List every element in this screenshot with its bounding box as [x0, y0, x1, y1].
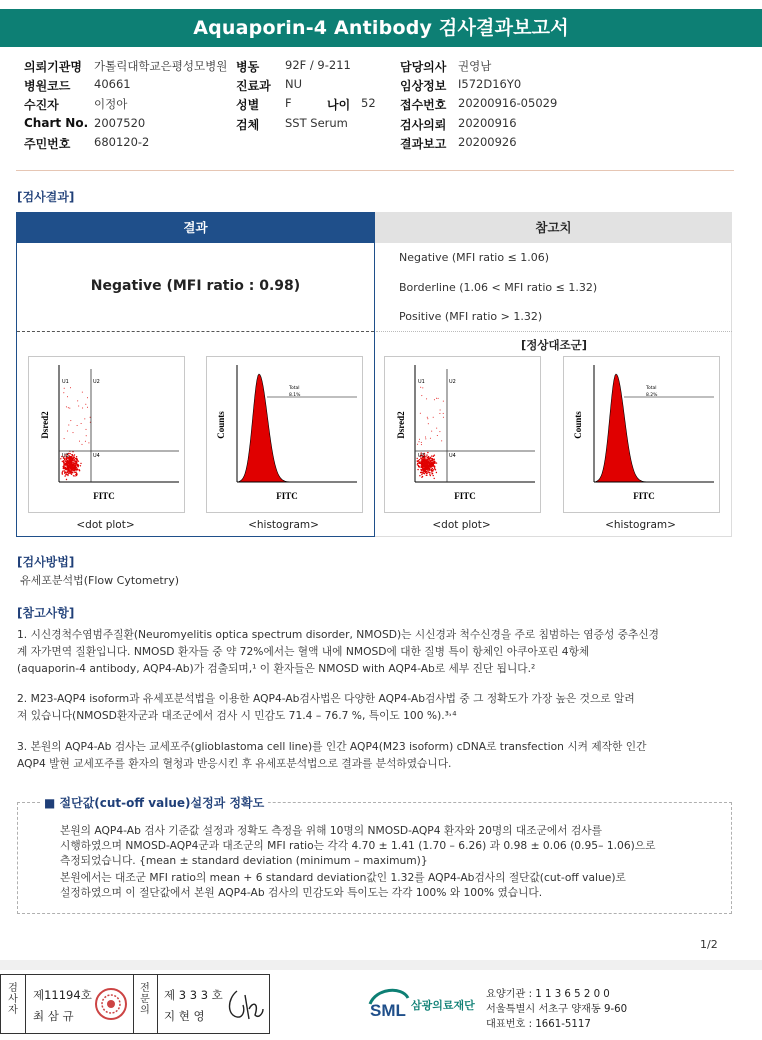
info-value-resident-no: 680120-2: [94, 135, 150, 149]
scatter-point: [419, 475, 420, 476]
scatter-point: [428, 461, 429, 462]
info-label-report-date: 결과보고: [400, 137, 447, 151]
scatter-point: [82, 392, 83, 393]
scatter-point: [424, 462, 425, 463]
control-dot-plot-svg: [385, 357, 540, 512]
scatter-point: [421, 474, 422, 475]
patient-dot-plot-svg: [29, 357, 184, 512]
scatter-point: [430, 457, 431, 458]
scatter-point: [433, 417, 434, 418]
scatter-point: [419, 459, 420, 460]
scatter-point: [429, 474, 430, 475]
scatter-point: [86, 429, 87, 430]
scatter-point: [70, 468, 71, 469]
scatter-point: [82, 408, 83, 409]
control-dot-plot: [384, 356, 541, 513]
quad-u1: U1: [62, 379, 69, 385]
org-name: 삼광의료재단: [411, 999, 475, 1012]
hist-total-label: Total: [646, 386, 657, 391]
scatter-point: [427, 452, 428, 453]
scatter-point: [84, 418, 85, 419]
scatter-point: [421, 472, 422, 473]
result-header: 결과: [16, 212, 375, 243]
patient-dot-plot: [28, 356, 185, 513]
scatter-point: [428, 423, 429, 424]
scatter-point: [424, 460, 425, 461]
scatter-point: [430, 460, 431, 461]
org-line-2: 서울특별시 서초구 양재동 9-60: [486, 1004, 628, 1015]
scatter-point: [426, 458, 427, 459]
quad-u2: U2: [449, 379, 456, 385]
scatter-point: [439, 413, 440, 414]
scatter-point: [436, 472, 437, 473]
info-label-sex: 성별: [236, 98, 260, 112]
scatter-point: [78, 461, 79, 462]
scatter-point: [434, 399, 435, 400]
scatter-point: [427, 472, 428, 473]
specialist-label: 전문의: [140, 983, 150, 1016]
note-line-1: 1. 시신경척수염범주질환(Neuromyelitis optica spectrum disorder, NMOSD)는 시신경과 척수신경을 주로 침범하는 염증성 중추신경: [17, 628, 659, 641]
scatter-point: [427, 457, 428, 458]
info-value-specimen: SST Serum: [285, 116, 348, 130]
scatter-point: [417, 444, 418, 445]
scatter-point: [85, 441, 86, 442]
scatter-point: [77, 400, 78, 401]
info-label-clinical-info: 임상정보: [400, 79, 447, 93]
scatter-point: [424, 465, 425, 466]
scatter-point: [430, 438, 431, 439]
scatter-point: [67, 461, 68, 462]
scatter-point: [443, 401, 444, 402]
scatter-point: [63, 462, 64, 463]
info-label-hospital-code: 병원코드: [24, 79, 71, 93]
info-value-department: NU: [285, 77, 303, 91]
reference-header: 참고치: [375, 212, 732, 243]
scatter-point: [422, 387, 423, 388]
scatter-point: [72, 458, 73, 459]
scatter-point: [419, 439, 420, 440]
scatter-point: [67, 431, 68, 432]
scatter-point: [69, 462, 70, 463]
signature-icon: [223, 985, 265, 1025]
hist-ylabel: Counts: [216, 411, 226, 439]
scatter-point: [68, 463, 69, 464]
scatter-point: [434, 467, 435, 468]
scatter-point: [69, 472, 70, 473]
patient-hist-caption: <histogram>: [248, 519, 319, 531]
scatter-point: [420, 387, 421, 388]
hist-pct-control: 8.2%: [646, 393, 658, 398]
reference-borderline: Borderline (1.06 < MFI ratio ≤ 1.32): [399, 281, 598, 294]
scatter-point: [63, 392, 64, 393]
scatter-point: [67, 472, 68, 473]
quad-u4: U4: [93, 453, 100, 459]
info-label-receipt-no: 접수번호: [400, 98, 447, 112]
scatter-point: [74, 475, 75, 476]
scatter-point: [430, 466, 431, 467]
scatter-point: [425, 461, 426, 462]
scatter-point: [65, 474, 66, 475]
scatter-point: [428, 468, 429, 469]
scatter-point: [440, 410, 441, 411]
scatter-point: [72, 472, 73, 473]
scatter-point: [71, 463, 72, 464]
info-label-specimen: 검체: [236, 118, 260, 132]
scatter-point: [425, 438, 426, 439]
scatter-point: [435, 469, 436, 470]
scatter-point: [90, 417, 91, 418]
info-divider: [16, 170, 734, 171]
logo-text: SML: [370, 1001, 406, 1020]
scatter-point: [63, 460, 64, 461]
scatter-point: [73, 475, 74, 476]
scatter-point: [421, 460, 422, 461]
scatter-point: [75, 466, 76, 467]
scatter-point: [427, 417, 428, 418]
scatter-point: [437, 435, 438, 436]
scatter-point: [420, 413, 421, 414]
dot-ylabel: Dsred2: [40, 411, 50, 439]
scatter-point: [75, 461, 76, 462]
scatter-point: [62, 471, 63, 472]
scatter-point: [425, 470, 426, 471]
scatter-point: [82, 444, 83, 445]
patient-dot-caption: <dot plot>: [76, 519, 135, 531]
note-line-4: 2. M23-AQP4 isoform과 유세포분석법을 이용한 AQP4-Ab검사법은 다양한 AQP4-Ab검사법 중 그 정확도가 가장 높은 것으로 알려: [17, 692, 635, 705]
scatter-point: [64, 470, 65, 471]
hist-xlabel: FITC: [633, 491, 655, 501]
scatter-point: [428, 456, 429, 457]
scatter-point: [424, 464, 425, 465]
cutoff-line-1: 본원의 AQP4-Ab 검사 기준값 설정과 정확도 측정을 위해 10명의 NMOSD-AQP4 환자와 20명의 대조군에서 검사를: [60, 824, 602, 837]
scatter-point: [67, 396, 68, 397]
quad-u4: U4: [449, 453, 456, 459]
scatter-point: [427, 466, 428, 467]
info-value-ward: 92F / 9-211: [285, 58, 351, 72]
scatter-point: [77, 464, 78, 465]
scatter-point: [79, 470, 80, 471]
scatter-point: [77, 425, 78, 426]
scatter-point: [69, 464, 70, 465]
histogram-peak-control: [596, 374, 649, 482]
quad-u3: U3: [418, 453, 425, 459]
scatter-point: [418, 465, 419, 466]
scatter-point: [427, 418, 428, 419]
note-line-5: 져 있습니다(NMOSD환자군과 대조군에서 검사 시 민감도 71.4 – 76.7 %, 특이도 100 %).³˒⁴: [17, 709, 457, 722]
scatter-point: [88, 442, 89, 443]
info-label-physician: 담당의사: [400, 60, 447, 74]
scatter-point: [64, 465, 65, 466]
info-value-chart-no: 2007520: [94, 116, 146, 130]
org-line-1: 요양기관 : 1 1 3 6 5 2 0 0: [486, 989, 610, 1000]
scatter-point: [69, 470, 70, 471]
quad-u1: U1: [418, 379, 425, 385]
scatter-point: [419, 462, 420, 463]
scatter-point: [431, 455, 432, 456]
scatter-point: [427, 470, 428, 471]
scatter-point: [423, 469, 424, 470]
scatter-point: [70, 420, 71, 421]
scatter-point: [439, 431, 440, 432]
scatter-point: [64, 459, 65, 460]
scatter-point: [433, 455, 434, 456]
scatter-point: [430, 475, 431, 476]
sml-logo-icon: [368, 984, 410, 1022]
scatter-point: [64, 388, 65, 389]
note-line-2: 계 자가면역 질환입니다. NMOSD 환자들 중 약 72%에서는 혈액 내에 NMOSD에 대한 질병 특이 항체인 아쿠아포린 4항체: [17, 645, 590, 658]
scatter-point: [433, 475, 434, 476]
examiner-seal-icon: [93, 987, 129, 1021]
scatter-point: [81, 423, 82, 424]
scatter-point: [420, 467, 421, 468]
scatter-point: [66, 406, 67, 407]
hist-total-label: Total: [289, 386, 300, 391]
info-label-ward: 병동: [236, 60, 260, 74]
scatter-point: [431, 431, 432, 432]
scatter-point: [422, 464, 423, 465]
scatter-point: [429, 472, 430, 473]
scatter-point: [436, 428, 437, 429]
scatter-point: [74, 472, 75, 473]
scatter-point: [441, 440, 442, 441]
dot-xlabel: FITC: [454, 491, 476, 501]
scatter-point: [417, 463, 418, 464]
info-label-request-date: 검사의뢰: [400, 118, 447, 132]
scatter-point: [76, 473, 77, 474]
scatter-point: [443, 417, 444, 418]
scatter-point: [70, 387, 71, 388]
info-value-age: 52: [361, 96, 376, 110]
scatter-point: [79, 441, 80, 442]
control-histogram: [563, 356, 720, 513]
reference-positive: Positive (MFI ratio > 1.32): [399, 310, 543, 323]
scatter-point: [64, 475, 65, 476]
dot-scatter-control: [417, 387, 444, 479]
method-title: [검사방법]: [17, 555, 75, 569]
cutoff-title: ■ 절단값(cut-off value)설정과 정확도: [40, 794, 268, 811]
reference-divider: [376, 331, 732, 332]
scatter-point: [426, 462, 427, 463]
scatter-point: [67, 474, 68, 475]
scatter-point: [422, 476, 423, 477]
examiner-number: 제11194호: [33, 988, 92, 1002]
cutoff-line-4: 본원에서는 대조군 MFI ratio의 mean + 6 standard deviation값인 1.32를 AQP4-Ab검사의 절단값(cut-off value)로: [60, 871, 626, 884]
scatter-point: [74, 454, 75, 455]
scatter-point: [431, 473, 432, 474]
scatter-point: [77, 460, 78, 461]
info-label-patient: 수진자: [24, 98, 59, 112]
histogram-peak-patient: [239, 374, 292, 482]
control-dot-caption: <dot plot>: [432, 519, 491, 531]
scatter-point: [78, 466, 79, 467]
info-label-department: 진료과: [236, 79, 271, 93]
specialist-name: 지 현 영: [164, 1009, 205, 1023]
scatter-point: [436, 462, 437, 463]
note-line-3: (aquaporin-4 antibody, AQP4-Ab)가 검출되며,¹ 이 환자들은 NMOSD with AQP4-Ab로 세부 진단 됩니다.²: [17, 662, 536, 675]
info-label-chart-no: Chart No.: [24, 116, 89, 130]
scatter-point: [418, 463, 419, 464]
cutoff-line-3: 측정되었습니다. {mean ± standard deviation (minimum – maximum)}: [60, 854, 428, 867]
scatter-point: [87, 407, 88, 408]
scatter-point: [76, 456, 77, 457]
scatter-point: [433, 461, 434, 462]
scatter-point: [86, 435, 87, 436]
scatter-point: [431, 470, 432, 471]
scatter-point: [65, 467, 66, 468]
dot-xlabel: FITC: [93, 491, 115, 501]
scatter-point: [425, 456, 426, 457]
scatter-point: [70, 471, 71, 472]
scatter-point: [421, 470, 422, 471]
scatter-point: [424, 473, 425, 474]
hist-ylabel: Counts: [573, 411, 583, 439]
scatter-point: [64, 438, 65, 439]
scatter-point: [421, 395, 422, 396]
scatter-point: [62, 473, 63, 474]
scatter-point: [87, 397, 88, 398]
scatter-point: [75, 465, 76, 466]
info-label-institution: 의뢰기관명: [24, 60, 82, 74]
scatter-point: [421, 444, 422, 445]
info-value-hospital-code: 40661: [94, 77, 131, 91]
dot-ylabel: Dsred2: [396, 411, 406, 439]
scatter-point: [65, 461, 66, 462]
scatter-point: [434, 459, 435, 460]
scatter-point: [68, 425, 69, 426]
hist-pct-patient: 8.1%: [289, 393, 301, 398]
scatter-point: [73, 456, 74, 457]
signature-box: [0, 974, 270, 1034]
note-line-7: AQP4 발현 교세포주를 환자의 혈청과 반응시킨 후 유세포분석법으로 결과를 분석하였습니다.: [17, 757, 452, 770]
report-title: Aquaporin-4 Antibody 검사결과보고서: [0, 9, 762, 47]
scatter-point: [85, 404, 86, 405]
scatter-point: [425, 468, 426, 469]
scatter-point: [80, 463, 81, 464]
info-label-resident-no: 주민번호: [24, 137, 71, 151]
scatter-point: [425, 465, 426, 466]
scatter-point: [434, 478, 435, 479]
info-value-institution: 가톨릭대학교은평성모병원: [94, 59, 228, 73]
control-label: [정상대조군]: [520, 338, 588, 352]
scatter-point: [67, 469, 68, 470]
scatter-point: [430, 458, 431, 459]
scatter-point: [78, 406, 79, 407]
patient-histogram: [206, 356, 363, 513]
scatter-point: [67, 466, 68, 467]
cutoff-line-2: 시행하였으며 NMOSD-AQP4군과 대조군의 MFI ratio는 각각 4.70 ± 1.41 (1.70 – 6.26) 과 0.98 ± 0.06 (0.95– 1.06)으로: [60, 839, 656, 852]
info-value-physician: 권영남: [458, 59, 492, 73]
patient-histogram-svg: [207, 357, 362, 512]
scatter-point: [432, 463, 433, 464]
cutoff-line-5: 설정하였으며 이 절단값에서 본원 AQP4-Ab 검사의 민감도와 특이도는 각각 100% 와 100% 였습니다.: [60, 886, 543, 899]
org-line-3: 대표번호 : 1661-5117: [486, 1019, 591, 1030]
scatter-point: [76, 462, 77, 463]
hist-xlabel: FITC: [276, 491, 298, 501]
info-value-sex: F: [285, 96, 292, 110]
scatter-point: [417, 469, 418, 470]
scatter-point: [77, 469, 78, 470]
scatter-point: [422, 460, 423, 461]
scatter-point: [433, 465, 434, 466]
control-histogram-svg: [564, 357, 719, 512]
scatter-point: [68, 407, 69, 408]
scatter-point: [69, 408, 70, 409]
info-value-request-date: 20200916: [458, 116, 517, 130]
scatter-point: [428, 458, 429, 459]
notes-title: [참고사항]: [17, 606, 75, 620]
scatter-point: [421, 461, 422, 462]
method-text: 유세포분석법(Flow Cytometry): [20, 574, 180, 587]
scatter-point: [76, 467, 77, 468]
scatter-point: [421, 442, 422, 443]
scatter-point: [422, 462, 423, 463]
reference-negative: Negative (MFI ratio ≤ 1.06): [399, 251, 550, 264]
scatter-point: [65, 464, 66, 465]
page-number: 1/2: [700, 938, 718, 951]
info-value-report-date: 20200926: [458, 135, 517, 149]
scatter-point: [434, 463, 435, 464]
quad-u2: U2: [93, 379, 100, 385]
scatter-point: [432, 462, 433, 463]
info-label-age: 나이: [327, 98, 351, 112]
examiner-name: 최 삼 규: [33, 1009, 74, 1023]
scatter-point: [73, 432, 74, 433]
scatter-point: [431, 471, 432, 472]
scatter-point: [419, 441, 420, 442]
scatter-point: [426, 460, 427, 461]
scatter-point: [66, 459, 67, 460]
scatter-point: [432, 460, 433, 461]
control-hist-caption: <histogram>: [605, 519, 676, 531]
scatter-point: [76, 458, 77, 459]
scatter-point: [80, 465, 81, 466]
specialist-number: 제 3 3 3 호: [164, 988, 223, 1002]
scatter-point: [417, 461, 418, 462]
scatter-point: [75, 463, 76, 464]
scatter-point: [70, 453, 71, 454]
scatter-point: [70, 460, 71, 461]
quad-u3: U3: [62, 453, 69, 459]
scatter-point: [66, 479, 67, 480]
scatter-point: [62, 461, 63, 462]
dot-scatter-patient: [60, 387, 91, 480]
scatter-point: [432, 470, 433, 471]
scatter-point: [63, 468, 64, 469]
scatter-point: [426, 475, 427, 476]
note-line-6: 3. 본원의 AQP4-Ab 검사는 교세포주(glioblastoma cell line)를 인간 AQP4(M23 isoform) cDNA로 transfection 시켜 제작한 인간: [17, 740, 647, 753]
scatter-point: [438, 398, 439, 399]
scatter-point: [443, 413, 444, 414]
scatter-point: [426, 454, 427, 455]
info-value-receipt-no: 20200916-05029: [458, 96, 558, 110]
scatter-point: [436, 398, 437, 399]
examiner-label: 검사자: [8, 983, 18, 1016]
scatter-point: [73, 465, 74, 466]
result-divider: [17, 331, 374, 332]
scatter-point: [426, 471, 427, 472]
result-value: Negative (MFI ratio : 0.98): [90, 278, 301, 294]
scatter-point: [73, 470, 74, 471]
scatter-point: [430, 463, 431, 464]
footer-band: [0, 960, 762, 970]
scatter-point: [425, 437, 426, 438]
scatter-point: [426, 398, 427, 399]
info-value-patient: 이정아: [94, 97, 128, 111]
info-value-clinical-info: I572D16Y0: [458, 77, 522, 91]
scatter-point: [431, 469, 432, 470]
result-section-title: [검사결과]: [17, 190, 75, 204]
